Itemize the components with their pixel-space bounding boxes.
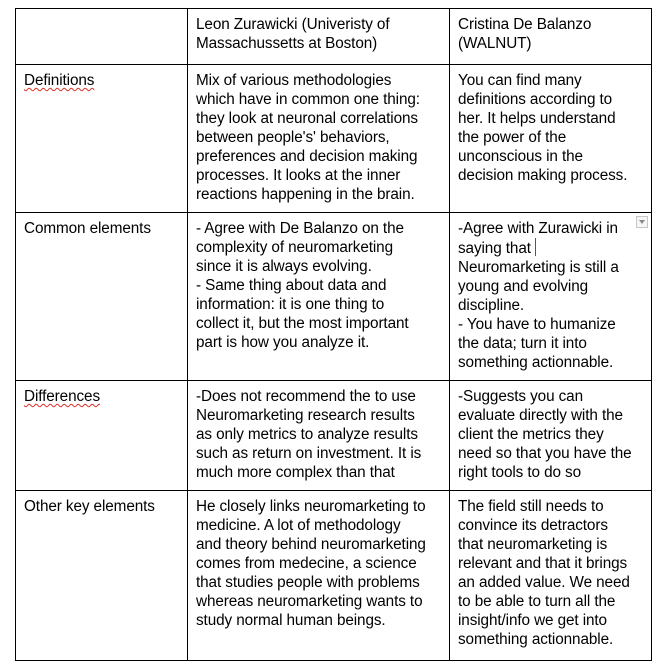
cell-line: - Agree with De Balanzo on the [196, 220, 404, 237]
cell-line: preferences and decision making [196, 148, 418, 165]
row-label: Definitions [24, 72, 95, 89]
cell-line: insight/info we get into [458, 612, 607, 629]
header-balanzo-line: (WALNUT) [458, 35, 532, 52]
cell-line: -Does not recommend the to use [196, 388, 416, 405]
header-balanzo-line: Cristina De Balanzo [458, 16, 592, 33]
table-row-other-key-elements [16, 491, 652, 661]
zurawicki-cell[interactable] [188, 491, 450, 661]
cell-line: - You have to humanize [458, 316, 616, 333]
row-label: Other key elements [24, 498, 155, 515]
zurawicki-cell[interactable] [188, 213, 450, 381]
cell-line: that studies people with problems [196, 574, 420, 591]
zurawicki-cell[interactable] [188, 65, 450, 213]
row-label: Common elements [24, 220, 151, 237]
header-zurawicki-line: Massachussetts at Boston) [196, 35, 378, 52]
table-row-differences [16, 381, 652, 491]
cell-line: something actionnable. [458, 354, 614, 371]
text-cursor [535, 238, 536, 256]
row-label-cell[interactable] [16, 491, 188, 661]
cell-line: client the metrics they [458, 426, 604, 443]
cell-line: The field still needs to [458, 498, 604, 515]
balanzo-cell[interactable] [450, 381, 652, 491]
cell-line: -Agree with Zurawicki in [458, 220, 618, 237]
comparison-table [15, 8, 652, 661]
cell-line: and theory behind neuromarketing [196, 536, 426, 553]
header-cell-empty[interactable] [16, 9, 188, 65]
cell-line: unconscious in the [458, 148, 583, 165]
cell-line: - Same thing about data and [196, 277, 387, 294]
cell-line: something actionnable. [458, 631, 614, 648]
cell-line: an added value. We need [458, 574, 630, 591]
cell-line: the power of the [458, 129, 567, 146]
cell-line: right tools to do so [458, 464, 581, 481]
table-row-common-elements [16, 213, 652, 381]
cell-line: study normal human beings. [196, 612, 386, 629]
cell-line: they look at neuronal correlations [196, 110, 418, 127]
cell-line: as only metrics to analyze results [196, 426, 418, 443]
row-label-cell[interactable] [16, 65, 188, 213]
header-cell-zurawicki[interactable] [188, 9, 450, 65]
cell-line: saying that [458, 238, 643, 258]
cell-line: part is how you analyze it. [196, 334, 370, 351]
balanzo-cell[interactable] [450, 65, 652, 213]
cell-line: young and evolving [458, 278, 589, 295]
zurawicki-cell[interactable] [188, 381, 450, 491]
cell-line: comes from medecine, a science [196, 555, 417, 572]
cell-line: -Suggests you can [458, 388, 583, 405]
row-label: Differences [24, 388, 100, 405]
cell-line: Mix of various methodologies [196, 72, 392, 89]
cell-line: between people's' behaviors, [196, 129, 390, 146]
cell-line: that neuromarketing is [458, 536, 608, 553]
cell-line: medicine. A lot of methodology [196, 517, 401, 534]
cell-line: which have in common one thing: [196, 91, 420, 108]
cell-line: Neuromarketing research results [196, 407, 415, 424]
header-cell-balanzo[interactable] [450, 9, 652, 65]
cell-line: collect it, but the most important [196, 315, 409, 332]
row-label-cell[interactable] [16, 381, 188, 491]
cell-line: convince its detractors [458, 517, 608, 534]
header-zurawicki-line: Leon Zurawicki (Univeristy of [196, 16, 390, 33]
table-row-definitions [16, 65, 652, 213]
cell-line: relevant and that it brings [458, 555, 628, 572]
cell-line: He closely links neuromarketing to [196, 498, 426, 515]
cell-line: need so that you have the [458, 445, 632, 462]
table-header-row [16, 9, 652, 65]
cell-line: reactions happening in the brain. [196, 186, 415, 203]
cell-line: such as return on investment. It is [196, 445, 422, 462]
cell-line: discipline. [458, 297, 525, 314]
cell-line: complexity of neuromarketing [196, 239, 394, 256]
cell-line: her. It helps understand [458, 110, 616, 127]
cell-line: decision making process. [458, 167, 628, 184]
cell-line: processes. It looks at the inner [196, 167, 401, 184]
cell-line: You can find many [458, 72, 582, 89]
cell-dropdown-icon[interactable] [636, 216, 648, 228]
cell-line: Neuromarketing is still a [458, 259, 619, 276]
cell-line: much more complex than that [196, 464, 395, 481]
cell-line: the data; turn it into [458, 335, 587, 352]
cell-line: information: it is one thing to [196, 296, 385, 313]
cell-line: whereas neuromarketing wants to [196, 593, 423, 610]
cell-line: definitions according to [458, 91, 613, 108]
row-label-cell[interactable] [16, 213, 188, 381]
balanzo-cell[interactable] [450, 491, 652, 661]
cell-line: to be able to turn all the [458, 593, 616, 610]
cell-line: since it is always evolving. [196, 258, 372, 275]
balanzo-cell[interactable] [450, 213, 652, 381]
cell-line: evaluate directly with the [458, 407, 623, 424]
